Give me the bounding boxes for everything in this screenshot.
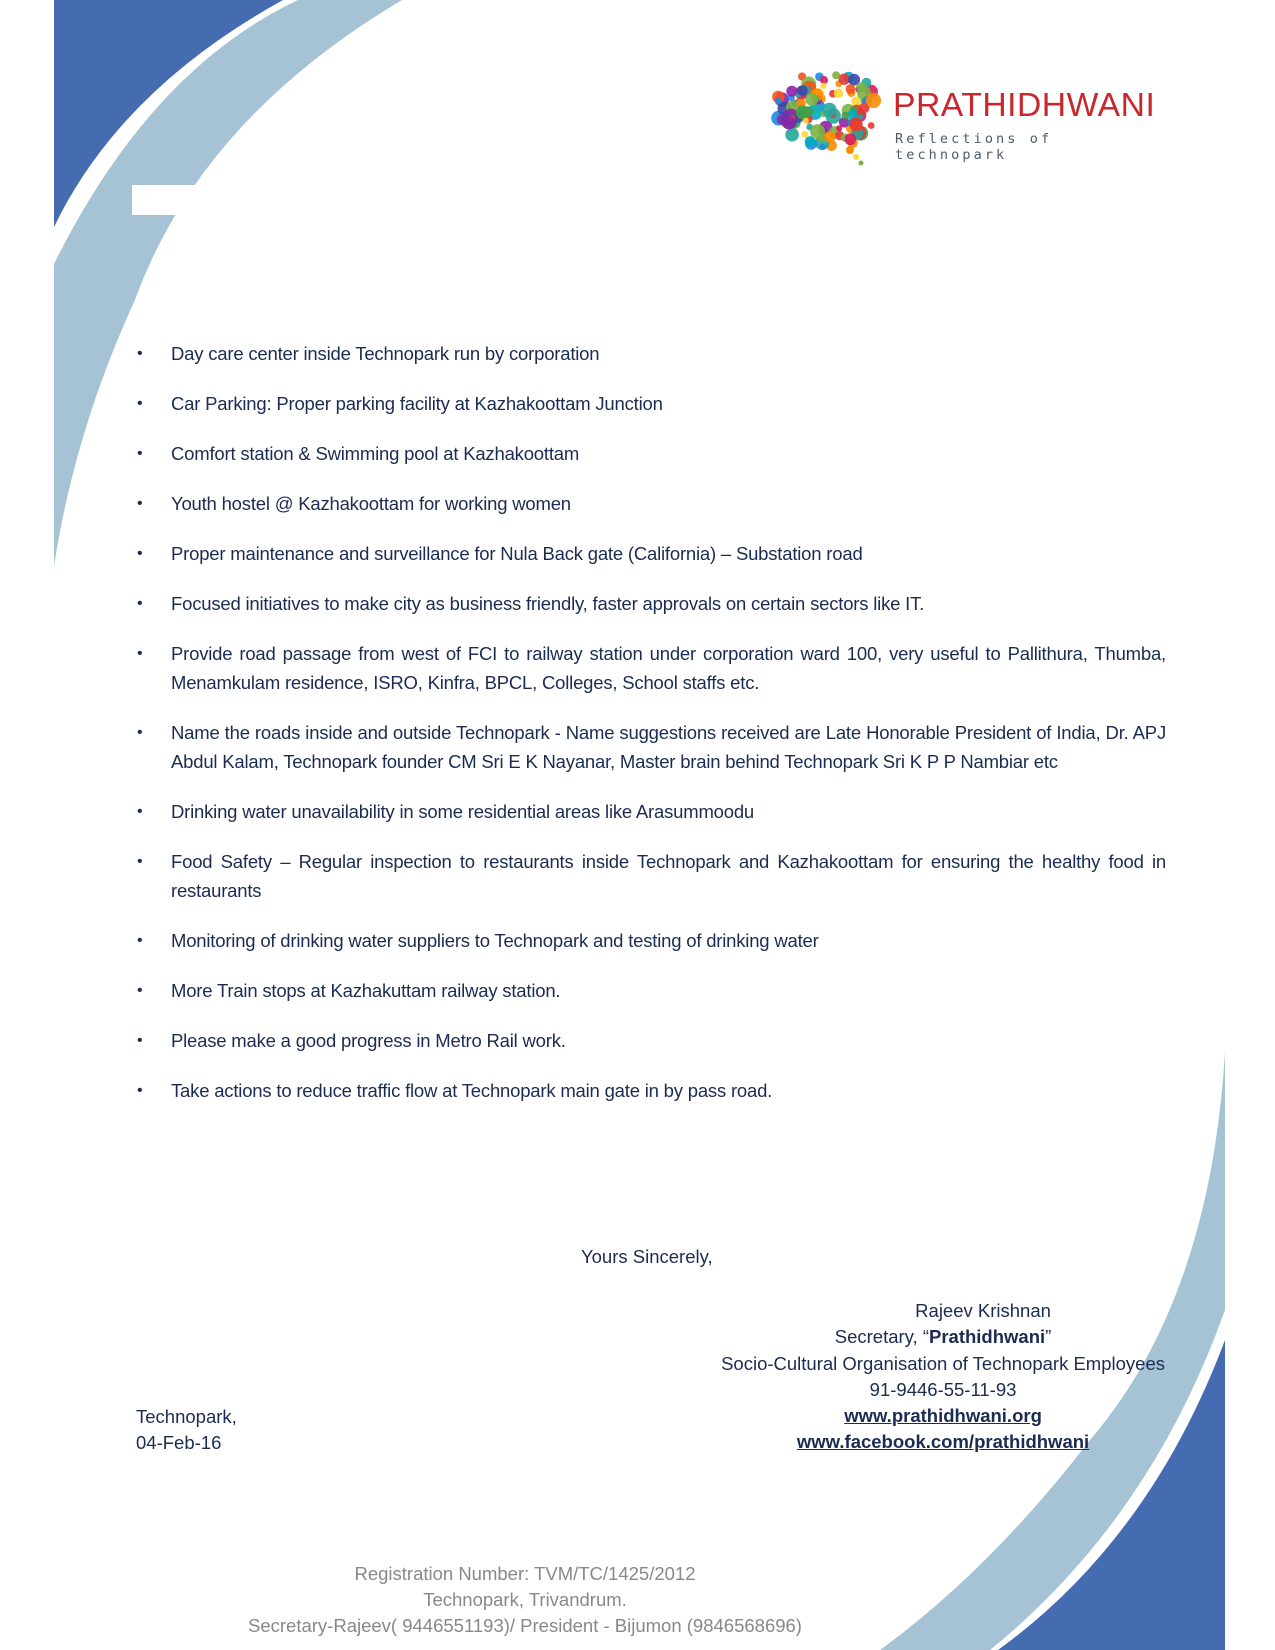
bullet-icon: • <box>137 495 143 512</box>
demand-item <box>136 589 1166 618</box>
organisation-logo <box>773 62 1173 166</box>
bullet-icon: • <box>137 345 143 362</box>
bullet-icon: • <box>137 1082 143 1099</box>
bullet-icon: • <box>137 853 143 870</box>
demand-item <box>136 339 1166 368</box>
registration-number: Registration Number: TVM/TC/1425/2012 <box>354 1563 696 1584</box>
closing-salutation: Yours Sincerely, <box>581 1246 713 1267</box>
title-suffix: ” <box>1045 1326 1052 1348</box>
signatory-organisation: Socio-Cultural Organisation of Technopark Employees <box>721 1352 1165 1374</box>
demand-item <box>136 539 1166 568</box>
demand-text: Provide road passage from west of FCI to railway station under corporation ward 100, very useful to Pallithura, Thumba, Menamkulam residence, ISRO, Kinfra, BPCL, Colleges, School staffs etc. <box>171 643 1166 693</box>
demand-text: Proper maintenance and surveillance for Nula Back gate (California) – Substation road <box>171 543 863 564</box>
bullet-icon: • <box>137 595 143 612</box>
demand-text: Food Safety – Regular inspection to restaurants inside Technopark and Kazhakoottam for ensuring the healthy food in restaurants <box>171 851 1166 901</box>
demand-text: Drinking water unavailability in some residential areas like Arasummoodu <box>171 801 755 822</box>
demand-item <box>136 389 1166 418</box>
footer-contacts: Secretary-Rajeev( 9446551193)/ President - Bijumon (9846568696) <box>248 1615 802 1636</box>
demand-item <box>136 926 1166 955</box>
logo-tagline: Reflections of technopark <box>895 131 1053 163</box>
demand-text: Car Parking: Proper parking facility at Kazhakoottam Junction <box>171 393 663 414</box>
demand-text: Monitoring of drinking water suppliers to Technopark and testing of drinking water <box>171 930 819 951</box>
demand-item <box>136 1026 1166 1055</box>
demand-item <box>136 718 1166 776</box>
bullet-icon: • <box>137 395 143 412</box>
demand-item <box>136 439 1166 468</box>
bullet-icon: • <box>137 982 143 999</box>
signatory-name: Rajeev Krishnan <box>915 1300 1051 1321</box>
demand-text: Focused initiatives to make city as business friendly, faster approvals on certain sectors like IT. <box>171 593 925 614</box>
demand-item <box>136 976 1166 1005</box>
bullet-icon: • <box>137 1032 143 1049</box>
demand-item <box>136 797 1166 826</box>
place: Technopark, <box>136 1406 237 1427</box>
top-left-white-notch <box>168 233 190 263</box>
footer-address: Technopark, Trivandrum. <box>423 1589 627 1610</box>
bullet-icon: • <box>137 724 143 741</box>
date: 04-Feb-16 <box>136 1432 222 1453</box>
demand-item <box>136 1076 1166 1105</box>
signature-block <box>721 1298 1165 1456</box>
bullet-icon: • <box>137 445 143 462</box>
demand-text: Day care center inside Technopark run by corporation <box>171 343 600 364</box>
demand-text: Youth hostel @ Kazhakoottam for working women <box>171 493 571 514</box>
signatory-phone: 91-9446-55-11-93 <box>869 1378 1017 1400</box>
letterhead-footer <box>0 1561 1050 1639</box>
demand-text: Name the roads inside and outside Technopark - Name suggestions received are Late Honorable President of India, Dr. APJ Abdul Kalam, Technopark founder CM Sri E K Nayanar, Master brain behind Technopark Sri K P P Nambiar etc <box>171 722 1166 772</box>
website-link[interactable]: www.prathidhwani.org <box>844 1405 1042 1427</box>
bullet-icon: • <box>137 932 143 949</box>
demand-text: Comfort station & Swimming pool at Kazhakoottam <box>171 443 580 464</box>
bullet-icon: • <box>137 803 143 820</box>
facebook-link[interactable]: www.facebook.com/prathidhwani <box>796 1431 1090 1453</box>
demand-item <box>136 847 1166 905</box>
demand-text: Please make a good progress in Metro Rail work. <box>171 1030 566 1051</box>
place-date <box>136 1404 237 1456</box>
top-left-white-block <box>132 185 210 215</box>
demand-item <box>136 639 1166 697</box>
demand-text: More Train stops at Kazhakuttam railway station. <box>171 980 561 1001</box>
signatory-title <box>721 1324 1165 1350</box>
demand-item <box>136 489 1166 518</box>
demand-text: Take actions to reduce traffic flow at Technopark main gate in by pass road. <box>171 1080 773 1101</box>
bullet-icon: • <box>137 545 143 562</box>
demands-list <box>136 339 1166 1126</box>
title-prefix: Secretary, “ <box>834 1326 929 1348</box>
title-org: Prathidhwani <box>929 1326 1046 1348</box>
logo-title: PRATHIDHWANI <box>893 86 1156 123</box>
bullet-icon: • <box>137 645 143 662</box>
